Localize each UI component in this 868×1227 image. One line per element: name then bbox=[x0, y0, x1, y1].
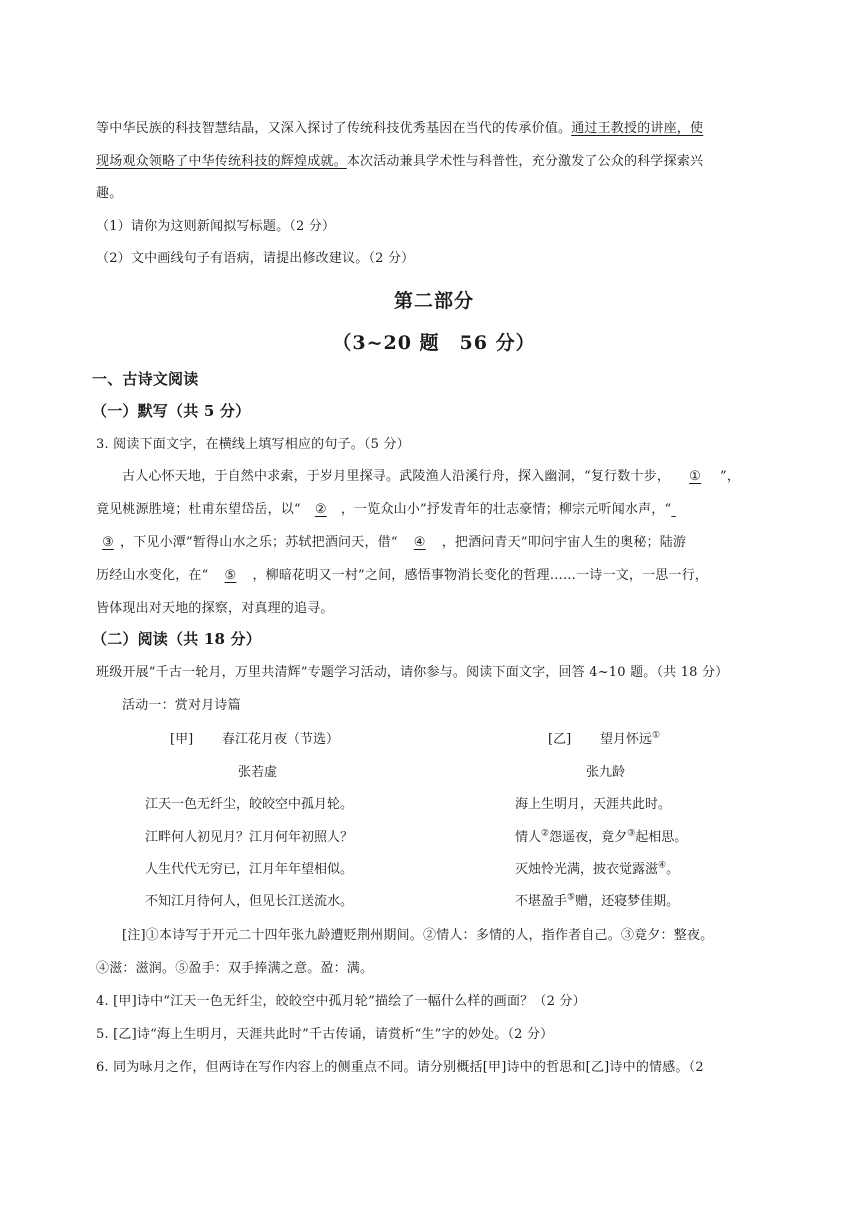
blank-5[interactable] bbox=[208, 567, 252, 585]
section-heading: 一、古诗文阅读 bbox=[92, 370, 199, 388]
blank-5-label: ⑤ bbox=[224, 568, 237, 583]
footnote-marker: ① bbox=[652, 730, 661, 741]
poem-text: 赠，还寝梦佳期。 bbox=[575, 894, 680, 909]
poem-jia-tag: [甲] bbox=[170, 732, 194, 747]
poem-yi-title-wrap bbox=[600, 731, 660, 749]
poem-text: 不堪盈手 bbox=[515, 894, 568, 909]
blank-3-label: ③ bbox=[102, 535, 114, 550]
q3-text: 历经山水变化，在“ bbox=[96, 568, 209, 583]
q3-paragraph-line-2 bbox=[96, 501, 689, 519]
blank-4[interactable] bbox=[398, 534, 442, 552]
poem-yi-author: 张九龄 bbox=[586, 765, 626, 780]
q3-text: ，柳暗花明又一村”之间，感悟事物消长变化的哲理……一诗一文，一思一行， bbox=[252, 568, 709, 583]
news-line-3: 趣。 bbox=[96, 186, 123, 201]
faulty-sentence-part1: 通过王教授的讲座，使 bbox=[571, 121, 704, 136]
blank-1-label: ① bbox=[689, 469, 701, 484]
notes-line-2: ④滋：滋润。⑤盈手：双手捧满之意。盈：满。 bbox=[96, 961, 374, 976]
question-3-title: 3. 阅读下面文字，在横线上填写相应的句子。（5 分） bbox=[96, 437, 410, 452]
news-text: 本次活动兼具学术性与科普性，充分激发了公众的科学探索兴 bbox=[346, 154, 704, 169]
poem-yi-line-1: 海上生明月，天涯共此时。 bbox=[515, 797, 672, 812]
footnote-marker: ⑤ bbox=[567, 892, 576, 903]
question-5: 5. [乙]诗“海上生明月，天涯共此时”千古传诵，请赏析“生”字的妙处。（2 分） bbox=[96, 1027, 554, 1042]
subsection-heading-reading: （二）阅读（共 18 分） bbox=[92, 630, 261, 648]
q3-paragraph-line-5: 皆体现出对天地的探察，对真理的追寻。 bbox=[96, 601, 334, 616]
part-title: 第二部分 bbox=[393, 290, 474, 312]
question-4: 4. [甲]诗中“江天一色无纤尘，皎皎空中孤月轮”描绘了一幅什么样的画面？（2 分） bbox=[96, 994, 586, 1009]
poem-jia-line: 江天一色无纤尘，皎皎空中孤月轮。 bbox=[145, 797, 354, 812]
poem-yi-tag: [乙] bbox=[548, 732, 572, 747]
part-subtitle: （3~20 题 56 分） bbox=[332, 332, 536, 354]
news-line-2 bbox=[96, 153, 703, 171]
poem-yi-line-3 bbox=[515, 861, 679, 879]
poem-text: 起相思。 bbox=[635, 830, 688, 845]
question-1: （1）请你为这则新闻拟写标题。（2 分） bbox=[96, 219, 336, 234]
reading-intro: 班级开展“千古一轮月，万里共清辉”专题学习活动，请你参与。阅读下面文字，回答 4~10 题。（共 18 分） bbox=[96, 665, 729, 680]
footnote-marker: ③ bbox=[627, 828, 636, 839]
poem-text: 灭烛怜光满，披衣觉露滋 bbox=[515, 862, 659, 877]
poem-yi-line-2 bbox=[515, 829, 687, 847]
q3-text: ，一览众山小”抒发青年的壮志豪情；柳宗元听闻水声，“ bbox=[340, 502, 672, 517]
poem-jia-author: 张若虚 bbox=[238, 765, 278, 780]
notes-line-1: [注]①本诗写于开元二十四年张九龄遭贬荆州期间。②情人：多情的人，指作者自己。③竟夕：整夜。 bbox=[122, 928, 714, 943]
news-line-1 bbox=[96, 120, 703, 138]
blank-1[interactable] bbox=[670, 468, 720, 486]
poem-jia-line: 江畔何人初见月？江月何年初照人？ bbox=[145, 830, 354, 845]
question-2: （2）文中画线句子有语病，请提出修改建议。（2 分） bbox=[96, 251, 415, 266]
poem-text: 。 bbox=[666, 862, 680, 877]
q3-text: ”， bbox=[720, 469, 741, 484]
q3-paragraph-line-3 bbox=[96, 534, 686, 552]
blank-2-label: ② bbox=[314, 502, 327, 517]
news-text: 等中华民族的科技智慧结晶，又深入探讨了传统科技优秀基因在当代的传承价值。 bbox=[96, 121, 572, 136]
faulty-sentence-part2: 现场观众领略了中华传统科技的辉煌成就。 bbox=[96, 154, 347, 169]
q3-text: 古人心怀天地，于自然中求索，于岁月里探寻。武陵渔人沿溪行舟，探入幽洞，“复行数十步， bbox=[122, 469, 671, 484]
blank-4-label: ④ bbox=[413, 535, 426, 550]
footnote-marker: ④ bbox=[658, 860, 667, 871]
poem-yi-line-4 bbox=[515, 893, 679, 911]
subsection-heading-dictation: （一）默写（共 5 分） bbox=[92, 402, 251, 420]
poem-jia-line: 人生代代无穷已，江月年年望相似。 bbox=[145, 862, 354, 877]
q3-paragraph-line-1 bbox=[122, 468, 740, 486]
q3-paragraph-line-4 bbox=[96, 567, 708, 585]
q3-text: 竟见桃源胜境；杜甫东望岱岳，以“ bbox=[96, 502, 301, 517]
poem-yi-title: 望月怀远 bbox=[600, 732, 653, 747]
q3-text: ，下见小潭”暂得山水之乐；苏轼把酒问天，借“ bbox=[120, 535, 398, 550]
footnote-marker: ② bbox=[541, 828, 550, 839]
blank-2[interactable] bbox=[301, 501, 341, 519]
poem-text: 情人 bbox=[515, 830, 542, 845]
question-6: 6. 同为咏月之作，但两诗在写作内容上的侧重点不同。请分别概括[甲]诗中的哲思和[乙]诗中的情感。（2 bbox=[96, 1060, 704, 1075]
blank-3-start[interactable] bbox=[671, 501, 689, 519]
blank-3[interactable] bbox=[96, 534, 120, 552]
poem-text: 怨遥夜，竟夕 bbox=[549, 830, 628, 845]
poem-jia-line: 不知江月待何人，但见长江送流水。 bbox=[145, 894, 354, 909]
poem-jia-title: 春江花月夜（节选） bbox=[222, 732, 340, 747]
activity-1-title: 活动一：赏对月诗篇 bbox=[122, 698, 241, 713]
q3-text: ，把酒问青天”叩问宇宙人生的奥秘；陆游 bbox=[441, 535, 687, 550]
